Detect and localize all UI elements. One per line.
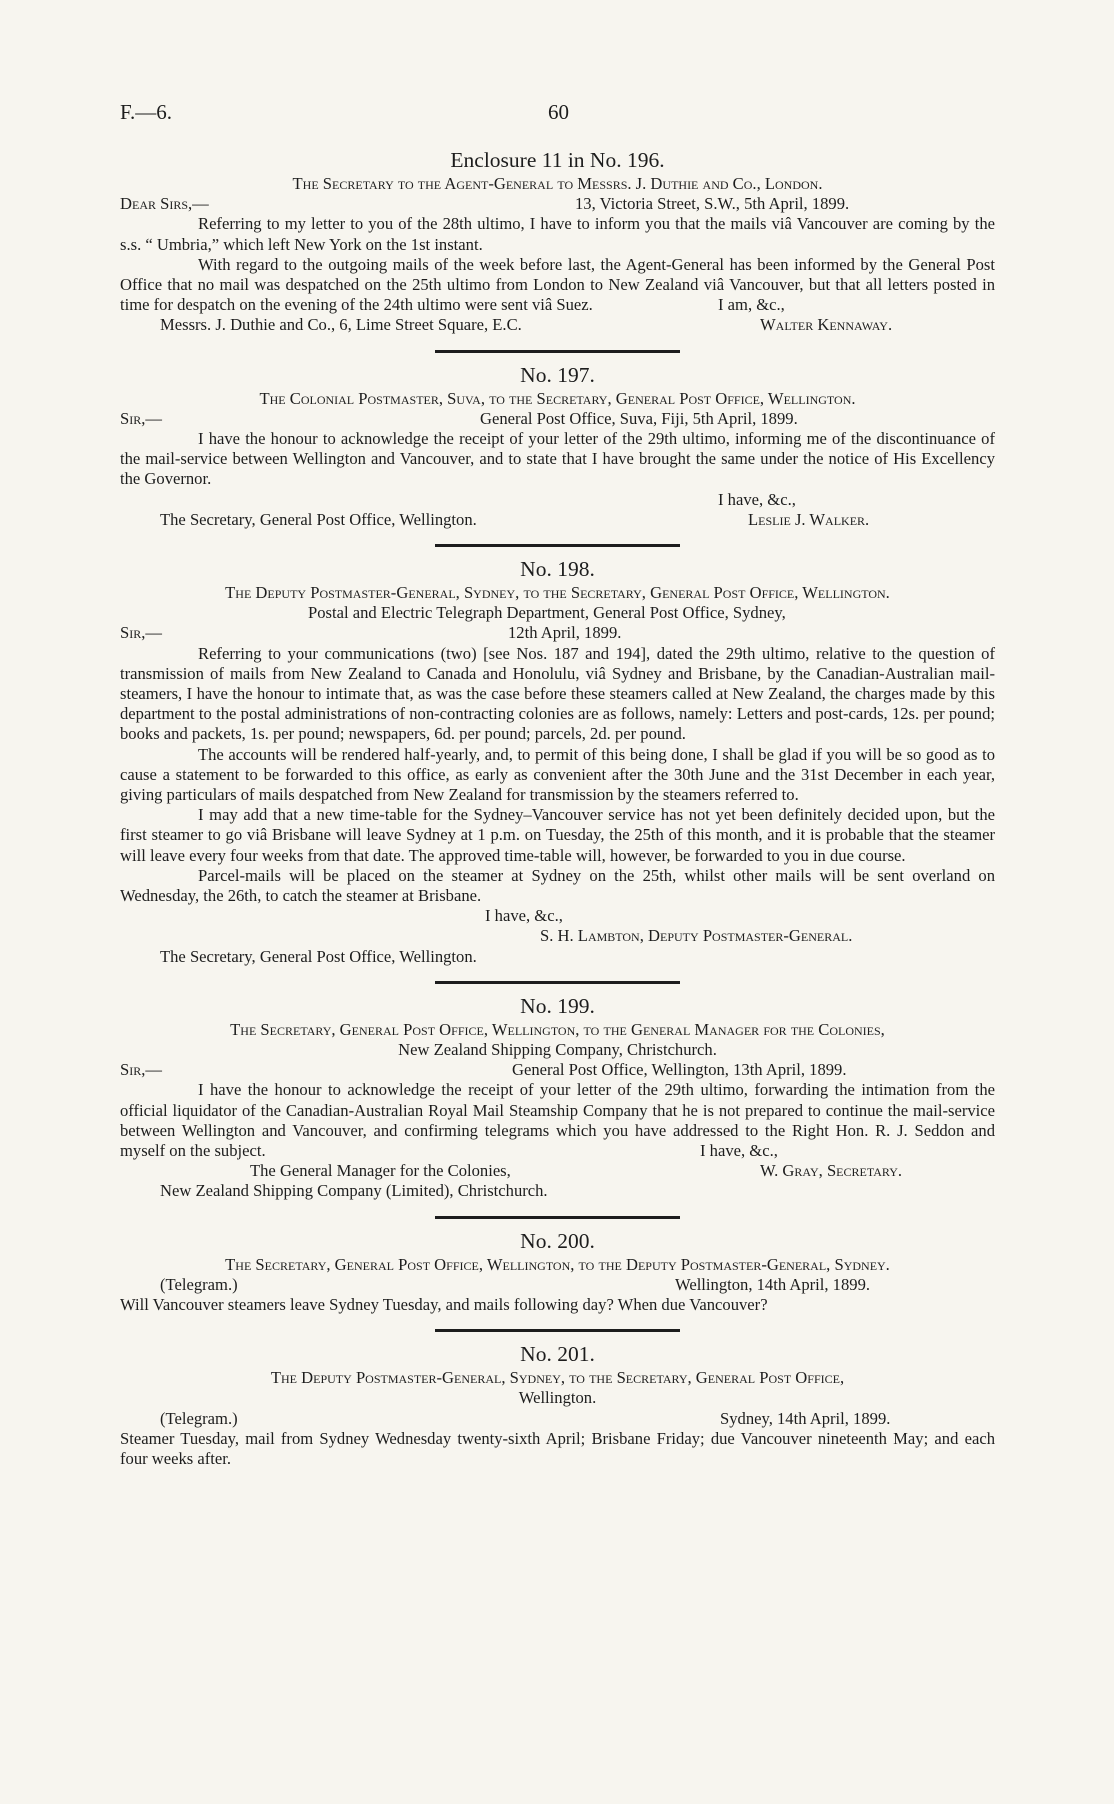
addressee-row [120,1181,995,1201]
section-no-199 [120,992,995,1202]
sender-address: General Post Office, Wellington, 13th April, 1899. [512,1060,847,1080]
body-paragraph: Referring to your communications (two) [see Nos. 187 and 194], dated the 29th ultimo, relative to the question of transmission of mails from New Zealand to Canada and Honolulu, viâ Sydney and Brisbane, by the Canadian-Australian mail-steamers, I have the honour to intimate that, as was the case before these steamers called at New Zealand, the charges made by this department to the postal administrations of non-contracting colonies are as follows, namely: Letters and post-cards, 12s. per pound; books and packets, 1s. per pound; newspapers, 6d. per pound; parcels, 2d. per pound. [120,643,995,744]
salutation: Sir,— [120,408,162,428]
closing-row [120,295,995,315]
closing: I am, &c., [718,295,785,315]
sender-date: 12th April, 1899. [508,623,622,643]
correspondence-heading: The Secretary to the Agent-General to Messrs. J. Duthie and Co., London. [292,174,823,193]
closing-row [120,906,995,926]
signature: W. Gray, Secretary. [760,1161,903,1181]
closing-row [120,490,995,510]
body-paragraph: With regard to the outgoing mails of the week before last, the Agent-General has been informed by the General Post Office that no mail was despatched on the 25th ultimo from London to New Zealand viâ Vancouver, but that all letters posted in time for despatch on the evening of the 24th ultimo were sent viâ Suez. [120,254,995,315]
telegram-label: (Telegram.) [160,1274,238,1294]
section-enclosure-11 [120,146,995,336]
section-divider [435,350,680,353]
closing: I have, &c., [700,1140,778,1160]
section-divider [435,981,680,984]
addressee: The Secretary, General Post Office, Wellington. [160,509,477,529]
addressee-row [120,947,995,967]
salutation: Dear Sirs,— [120,194,209,214]
section-divider [435,1329,680,1332]
sender-address: Wellington, 14th April, 1899. [675,1274,871,1294]
telegram-row [120,1409,995,1429]
salutation-row [120,623,995,643]
addressee: The General Manager for the Colonies, [250,1161,511,1181]
signature: S. H. Lambton, Deputy Postmaster-General. [540,926,853,946]
signature-row [120,1161,995,1181]
body-paragraph: Parcel-mails will be placed on the steamer at Sydney on the 25th, whilst other mails will be sent overland on Wednesday, the 26th, to catch the steamer at Brisbane. [120,865,995,905]
body-paragraph: I have the honour to acknowledge the receipt of your letter of the 29th ultimo, informing me of the discontinuance of the mail-service between Wellington and Vancouver, and to state that I have brought the same under the notice of His Excellency the Governor. [120,428,995,489]
section-divider [435,544,680,547]
sender-address: Sydney, 14th April, 1899. [720,1408,891,1428]
addressee: Messrs. J. Duthie and Co., 6, Lime Street Square, E.C. [160,315,522,335]
section-no-201 [120,1340,995,1469]
section-title: No. 197. [520,362,595,387]
addressee: The Secretary, General Post Office, Wellington. [160,946,477,966]
page-number: 60 [548,100,569,124]
correspondence-heading: The Secretary, General Post Office, Wellington, to the Deputy Postmaster-General, Sydney. [225,1254,890,1274]
section-title: No. 198. [520,556,595,581]
correspondence-heading: The Deputy Postmaster-General, Sydney, to the Secretary, General Post Office, [270,1368,845,1388]
signature-row [120,926,995,946]
section-divider [435,1216,680,1219]
section-no-200 [120,1227,995,1316]
telegram-label: (Telegram.) [160,1408,238,1428]
telegram-body: Steamer Tuesday, mail from Sydney Wednesday twenty-sixth April; Brisbane Friday; due Vancouver nineteenth May; and each four weeks after. [120,1428,995,1468]
section-title: Enclosure 11 in No. 196. [450,148,665,172]
section-no-197 [120,361,995,530]
closing: I have, &c., [485,906,563,926]
correspondence-heading-cont: Wellington. [518,1388,597,1408]
closing-row [120,1141,995,1161]
signature-row [120,315,995,335]
salutation-row [120,409,995,429]
body-paragraph: Referring to my letter to you of the 28th ultimo, I have to inform you that the mails viâ Vancouver are coming by the s.s. “ Umbria,” which left New York on the 1st instant. [120,214,995,254]
sender-address: 13, Victoria Street, S.W., 5th April, 1899. [575,194,850,214]
correspondence-heading: The Colonial Postmaster, Suva, to the Secretary, General Post Office, Wellington. [259,388,856,408]
addressee: New Zealand Shipping Company (Limited), Christchurch. [160,1181,548,1201]
sender-address: Postal and Electric Telegraph Department, General Post Office, Sydney, [308,603,786,623]
sender-address: General Post Office, Suva, Fiji, 5th April, 1899. [480,408,798,428]
salutation-row [120,194,995,214]
page-header [120,100,995,130]
section-title: No. 199. [520,993,595,1018]
document-reference: F.—6. [120,100,172,124]
body-paragraph: The accounts will be rendered half-yearly, and, to permit of this being done, I shall be glad if you will be so good as to cause a statement to be forwarded to this office, as early as convenient after the 30th June and the 31st December in each year, giving particulars of mails despatched from New Zealand for transmission by the steamers referred to. [120,744,995,804]
signature-row [120,510,995,530]
correspondence-heading-cont: New Zealand Shipping Company, Christchurch. [398,1039,717,1059]
salutation-row [120,1060,995,1080]
body-paragraph: I have the honour to acknowledge the receipt of your letter of the 29th ultimo, forwarding the intimation from the official liquidator of the Canadian-Australian Royal Mail Steamship Company that he is not prepared to continue the mail-service between Wellington and Vancouver, and confirming telegrams which you have addressed to the Right Hon. R. J. Seddon and myself on the subject. [120,1080,995,1160]
address-row [120,603,995,623]
body-paragraph: I may add that a new time-table for the Sydney–Vancouver service has not yet been definitely decided upon, but the first steamer to go viâ Brisbane will leave Sydney at 1 p.m. on Tuesday, the 25th of this month, and it is probable that the steamer will leave every four weeks from that date. The approved time-table will, however, be forwarded to you in due course. [120,805,995,865]
salutation: Sir,— [120,623,162,643]
page-content [120,146,995,1469]
section-no-198 [120,555,995,967]
section-title: No. 201. [520,1342,595,1367]
signature: Leslie J. Walker. [748,509,870,529]
telegram-row [120,1275,995,1295]
signature: Walter Kennaway. [760,315,893,335]
section-title: No. 200. [520,1228,595,1253]
telegram-body: Will Vancouver steamers leave Sydney Tuesday, and mails following day? When due Vancouver? [120,1294,768,1314]
closing: I have, &c., [718,489,796,509]
salutation: Sir,— [120,1060,162,1080]
correspondence-heading: The Deputy Postmaster-General, Sydney, to the Secretary, General Post Office, Wellington. [225,582,890,602]
correspondence-heading: The Secretary, General Post Office, Wellington, to the General Manager for the Colonies, [230,1019,885,1039]
